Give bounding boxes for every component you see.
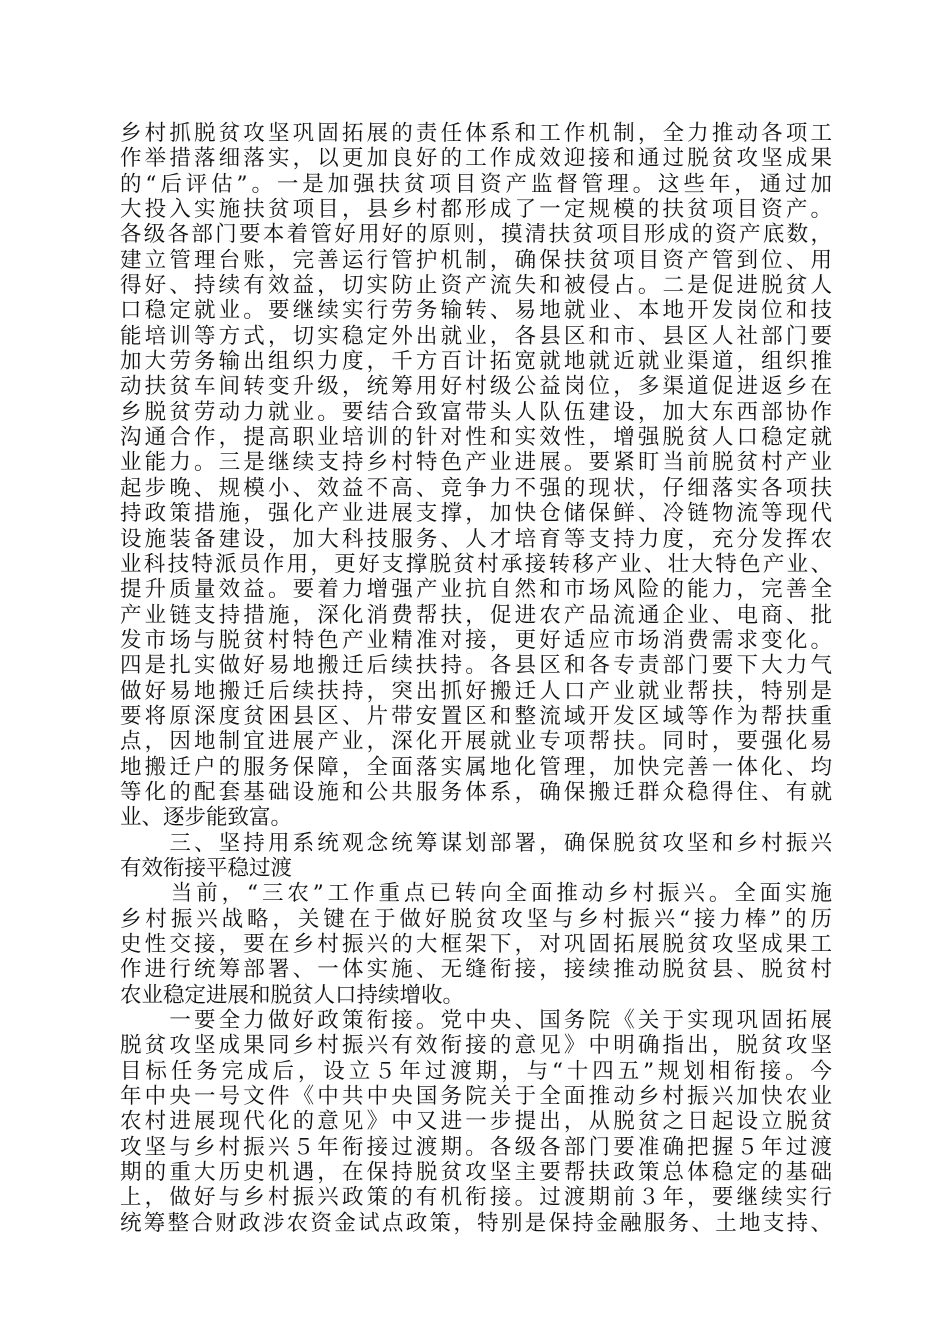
text-line: 点，因地制宜进展产业，深化开展就业专项帮扶。同时，要强化易 [120, 729, 832, 755]
text-line: 作进行统筹部署、一体实施、无缝衔接，接续推动脱贫县、脱贫村 [120, 957, 832, 983]
text-line: 持政策措施，强化产业进展支撑，加快仓储保鲜、冷链物流等现代 [120, 501, 832, 527]
text-line: 产业链支持措施，深化消费帮扶，促进农产品流通企业、电商、批 [120, 602, 832, 628]
text-line: 脱贫攻坚成果同乡村振兴有效衔接的意见》中明确指出，脱贫攻坚 [120, 1033, 832, 1059]
text-line: 作举措落细落实，以更加良好的工作成效迎接和通过脱贫攻坚成果 [120, 146, 832, 172]
text-line: 地搬迁户的服务保障，全面落实属地化管理，加快完善一体化、均 [120, 754, 832, 780]
text-line: 乡脱贫劳动力就业。要结合致富带头人队伍建设，加大东西部协作 [120, 399, 832, 425]
text-line: 史性交接，要在乡村振兴的大框架下，对巩固拓展脱贫攻坚成果工 [120, 932, 832, 957]
text-line: 各级各部门要本着管好用好的原则，摸清扶贫项目形成的资产底数， [120, 222, 832, 248]
text-line: 上，做好与乡村振兴政策的有机衔接。过渡期前３年，要继续实行 [120, 1185, 832, 1211]
text-line: 口稳定就业。要继续实行劳务输转、易地就业、本地开发岗位和技 [120, 298, 832, 324]
text-line: 业能力。三是继续支持乡村特色产业进展。要紧盯当前脱贫村产业 [120, 450, 832, 476]
text-line: 设施装备建设，加大科技服务、人才培育等支持力度，充分发挥农 [120, 526, 832, 552]
text-line: 大投入实施扶贫项目，县乡村都形成了一定规模的扶贫项目资产。 [120, 197, 832, 223]
text-line: 等化的配套基础设施和公共服务体系，确保搬迁群众稳得住、有就 [120, 779, 832, 805]
text-line: 乡村抓脱贫攻坚巩固拓展的责任体系和工作机制，全力推动各项工 [120, 121, 832, 146]
text-line: 期的重大历史机遇，在保持脱贫攻坚主要帮扶政策总体稳定的基础 [120, 1160, 832, 1186]
text-line: 三、坚持用系统观念统筹谋划部署，确保脱贫攻坚和乡村振兴 [120, 830, 832, 856]
text-line: 四是扎实做好易地搬迁后续扶持。各县区和各专责部门要下大力气 [120, 653, 832, 679]
text-line: 加大劳务输出组织力度，千方百计拓宽就地就近就业渠道，组织推 [120, 349, 832, 375]
text-line: 提升质量效益。要着力增强产业抗自然和市场风险的能力，完善全 [120, 577, 832, 603]
text-line: 动扶贫车间转变升级，统筹用好村级公益岗位，多渠道促进返乡在 [120, 374, 832, 400]
text-line: 年中央一号文件《中共中央国务院关于全面推动乡村振兴加快农业 [120, 1084, 832, 1110]
text-line: 一要全力做好政策衔接。党中央、国务院《关于实现巩固拓展 [120, 1008, 832, 1034]
text-line: 农村进展现代化的意见》中又进一步提出，从脱贫之日起设立脱贫 [120, 1109, 832, 1135]
text-line: 做好易地搬迁后续扶持，突出抓好搬迁人口产业就业帮扶，特别是 [120, 678, 832, 704]
document-page [120, 121, 832, 1236]
text-line: 乡村振兴战略，关键在于做好脱贫攻坚与乡村振兴“接力棒”的历 [120, 906, 832, 932]
text-line: 发市场与脱贫村特色产业精准对接，更好适应市场消费需求变化。 [120, 627, 832, 653]
text-line: 农业稳定进展和脱贫人口持续增收。 [120, 982, 465, 1008]
text-line: 起步晚、规模小、效益不高、竞争力不强的现状，仔细落实各项扶 [120, 475, 832, 501]
text-line: 得好、持续有效益，切实防止资产流失和被侵占。二是促进脱贫人 [120, 273, 832, 299]
text-line: 目标任务完成后，设立５年过渡期，与“十四五”规划相衔接。今 [120, 1058, 832, 1084]
text-line: 攻坚与乡村振兴５年衔接过渡期。各级各部门要准确把握５年过渡 [120, 1134, 832, 1160]
text-line: 统筹整合财政涉农资金试点政策，特别是保持金融服务、土地支持、 [120, 1210, 832, 1236]
text-line: 业、逐步能致富。 [120, 805, 293, 831]
text-line: 的“后评估”。一是加强扶贫项目资产监督管理。这些年，通过加 [120, 171, 832, 197]
text-line: 要将原深度贫困县区、片带安置区和整流域开发区域等作为帮扶重 [120, 703, 832, 729]
text-line: 当前，“三农”工作重点已转向全面推动乡村振兴。全面实施 [120, 881, 832, 907]
text-line: 沟通合作，提高职业培训的针对性和实效性，增强脱贫人口稳定就 [120, 425, 832, 451]
text-line: 业科技特派员作用，更好支撑脱贫村承接转移产业、壮大特色产业、 [120, 551, 832, 577]
text-line: 能培训等方式，切实稳定外出就业，各县区和市、县区人社部门要 [120, 323, 832, 349]
text-line: 建立管理台账，完善运行管护机制，确保扶贫项目资产管到位、用 [120, 247, 832, 273]
text-line: 有效衔接平稳过渡 [120, 855, 293, 881]
